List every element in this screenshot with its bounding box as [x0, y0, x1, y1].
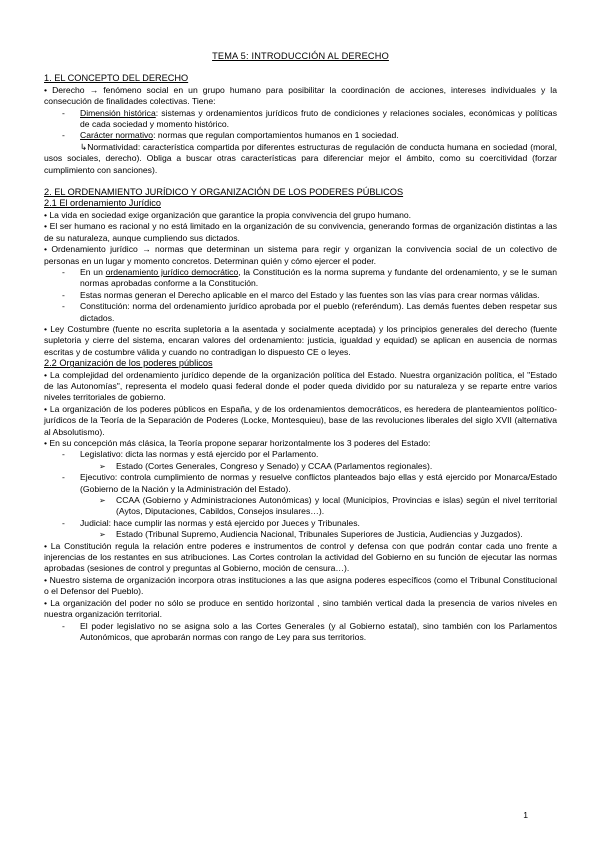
subsection-heading: 2.2 Organización de los poderes públicos [44, 358, 213, 369]
paragraph: • La complejidad del ordenamiento jurídico depende de la organización política del Estado. Nuestra organización política, el "Estado de las Autonomías", representa el modelo quasi federal donde el poder queda dividido por su naturaleza y se reparte entre varios niveles territoriales de gobierno. [44, 369, 557, 403]
list-item [44, 301, 557, 324]
arrow-item [44, 495, 557, 518]
term-label: ordenamiento jurídico democrático [105, 266, 239, 277]
paragraph: • Derecho → fenómeno social en un grupo humano para posibilitar la coordinación de acciones, intereses individuales y la consecución de finalidades colectivas. Tiene: [44, 84, 557, 107]
item-text: Estas normas generan el Derecho aplicable en el marco del Estado y las fuentes son las vías para crear normas válidas. [80, 289, 540, 300]
paragraph: • La organización de los poderes públicos en España, y de los ordenamientos democráticos, es heredera de planteamientos político-jurídicos de la Teoría de la Separación de Poderes (Locke, Montesquieu), base de las revoluciones liberales del siglo XVII (alternativa al Absolutismo). [44, 403, 557, 437]
section-1-heading: 1. EL CONCEPTO DEL DERECHO [44, 73, 189, 84]
term-label: Carácter normativo [80, 130, 154, 141]
item-text: Ejecutivo: controla cumplimiento de normas y resuelve conflictos planteados bajo ellas y está ejercido por Monarca/Estado (Gobierno de la Nación y la Administración del Estado). [80, 472, 557, 494]
item-text: Estado (Tribunal Supremo, Audiencia Nacional, Tribunales Superiores de Justicia, Audiencias y Juzgados). [116, 529, 523, 540]
arrow-icon: ➢ [99, 530, 106, 540]
section-2-heading: 2. EL ORDENAMIENTO JURÍDICO Y ORGANIZACIÓN DE LOS PODERES PÚBLICOS [44, 187, 404, 198]
item-text: Constitución: norma del ordenamiento jurídico aprobada por el pueblo (referéndum). Las demás fuentes deben respetar sus dictados. [80, 301, 557, 323]
term-label: Dimensión histórica [80, 107, 156, 118]
list-item [44, 267, 557, 290]
subsection-heading: 2.1 El ordenamiento Jurídico [44, 198, 161, 209]
paragraph: • En su concepción más clásica, la Teoría propone separar horizontalmente los 3 poderes del Estado: [44, 438, 431, 448]
list-item [44, 621, 557, 644]
item-text: El poder legislativo no se asigna solo a las Cortes Generales (y al Gobierno estatal), sino también con los Parlamentos Autonómicos, que aprobarán normas con rango de Ley para sus territorios. [80, 620, 557, 642]
list-item [44, 449, 557, 460]
arrow-icon: ➢ [99, 496, 106, 506]
dash-marker: - [62, 517, 65, 528]
item-text: CCAA (Gobierno y Administraciones Autonómicas) y local (Municipios, Provincias e islas) según el nivel territorial (Aytos, Diputaciones, Cabildos, Consejos insulares…). [116, 495, 557, 517]
list-item [44, 130, 557, 141]
paragraph: • La Constitución regula la relación entre poderes e instrumentos de control y defensa con que podrán contar cada uno frente a injerencias de los restantes en sus atribuciones. Las Cortes controlan la actividad del Gobierno en su función de ejecutar las normas aprobadas (sesiones de control y preguntas al Gobierno, moción de censura…). [44, 540, 557, 574]
term-text: : normas que regulan comportamientos humanos en 1 sociedad. [153, 130, 399, 141]
dash-marker: - [62, 449, 65, 460]
dash-marker: - [62, 107, 65, 118]
paragraph: • Ordenamiento jurídico → normas que determinan un sistema para regir y organizan la convivencia social de un colectivo de personas en un lugar y momento concretos. Determinan quién y cómo ejercer el poder. [44, 244, 557, 266]
document-title: TEMA 5: INTRODUCCIÓN AL DERECHO [212, 51, 389, 61]
term-text: , la Constitución es la norma suprema y fundante del ordenamiento, y se le suman normas aprobadas conforme a la Constitución. [80, 266, 557, 289]
item-text: Estado (Cortes Generales, Congreso y Senado) y CCAA (Parlamentos regionales). [116, 460, 433, 471]
paragraph: • Ley Costumbre (fuente no escrita supletoria a la asentada y socialmente aceptada) y los principios generales del derecho (fuente supletoria y cierre del sistema, encaran valores del ordenamiento: justicia, igualdad y equidad) se aplican en ausencia de normas escritas y de costumbre válida y cuando no contradigan lo dispuesto CE o leyes. [44, 323, 557, 357]
dash-marker: - [62, 289, 65, 300]
arrow-item [44, 461, 557, 472]
dash-marker: - [62, 301, 65, 312]
paragraph: • La vida en sociedad exige organización que garantice la propia convivencia del grupo humano. [44, 209, 412, 220]
document-body [44, 51, 557, 643]
dash-marker: - [62, 620, 65, 631]
paragraph: ↳Normatividad: característica compartida por diferentes estructuras de regulación de conducta humana en sociedad (moral, usos sociales, derecho). Obliga a buscar otras características para diferenciar mejor el ámbito, como su coercitividad (forzar cumplimiento con sanciones). [44, 141, 557, 175]
list-item [44, 518, 557, 529]
list-item [44, 108, 557, 131]
paragraph: • El ser humano es racional y no está limitado en la organización de su convivencia, generando formas de organización distintas a las de su naturaleza, aunque cumpliendo sus dictados. [44, 221, 557, 243]
text: En un [80, 266, 106, 277]
paragraph: • La organización del poder no sólo se produce en sentido horizontal , sino también vertical dada la presencia de varios niveles en nuestra organización territorial. [44, 597, 557, 620]
dash-marker: - [62, 266, 65, 277]
item-text: Judicial: hace cumplir las normas y está ejercido por Jueces y Tribunales. [80, 517, 360, 528]
arrow-icon: ➢ [99, 461, 106, 471]
page-number: 1 [523, 810, 528, 820]
term-text: : sistemas y ordenamientos jurídicos fruto de condiciones y relaciones sociales, económicas y políticas de cada sociedad y momento histórico. [80, 107, 557, 130]
dash-marker: - [62, 472, 65, 483]
arrow-item [44, 529, 557, 540]
paragraph: • Nuestro sistema de organización incorpora otras instituciones a las que asigna poderes específicos (como el Tribunal Constitucional o el Defensor del Pueblo). [44, 574, 557, 597]
list-item [44, 290, 557, 301]
item-text: Legislativo: dicta las normas y está ejercido por el Parlamento. [80, 449, 319, 460]
dash-marker: - [62, 130, 65, 141]
list-item [44, 472, 557, 495]
